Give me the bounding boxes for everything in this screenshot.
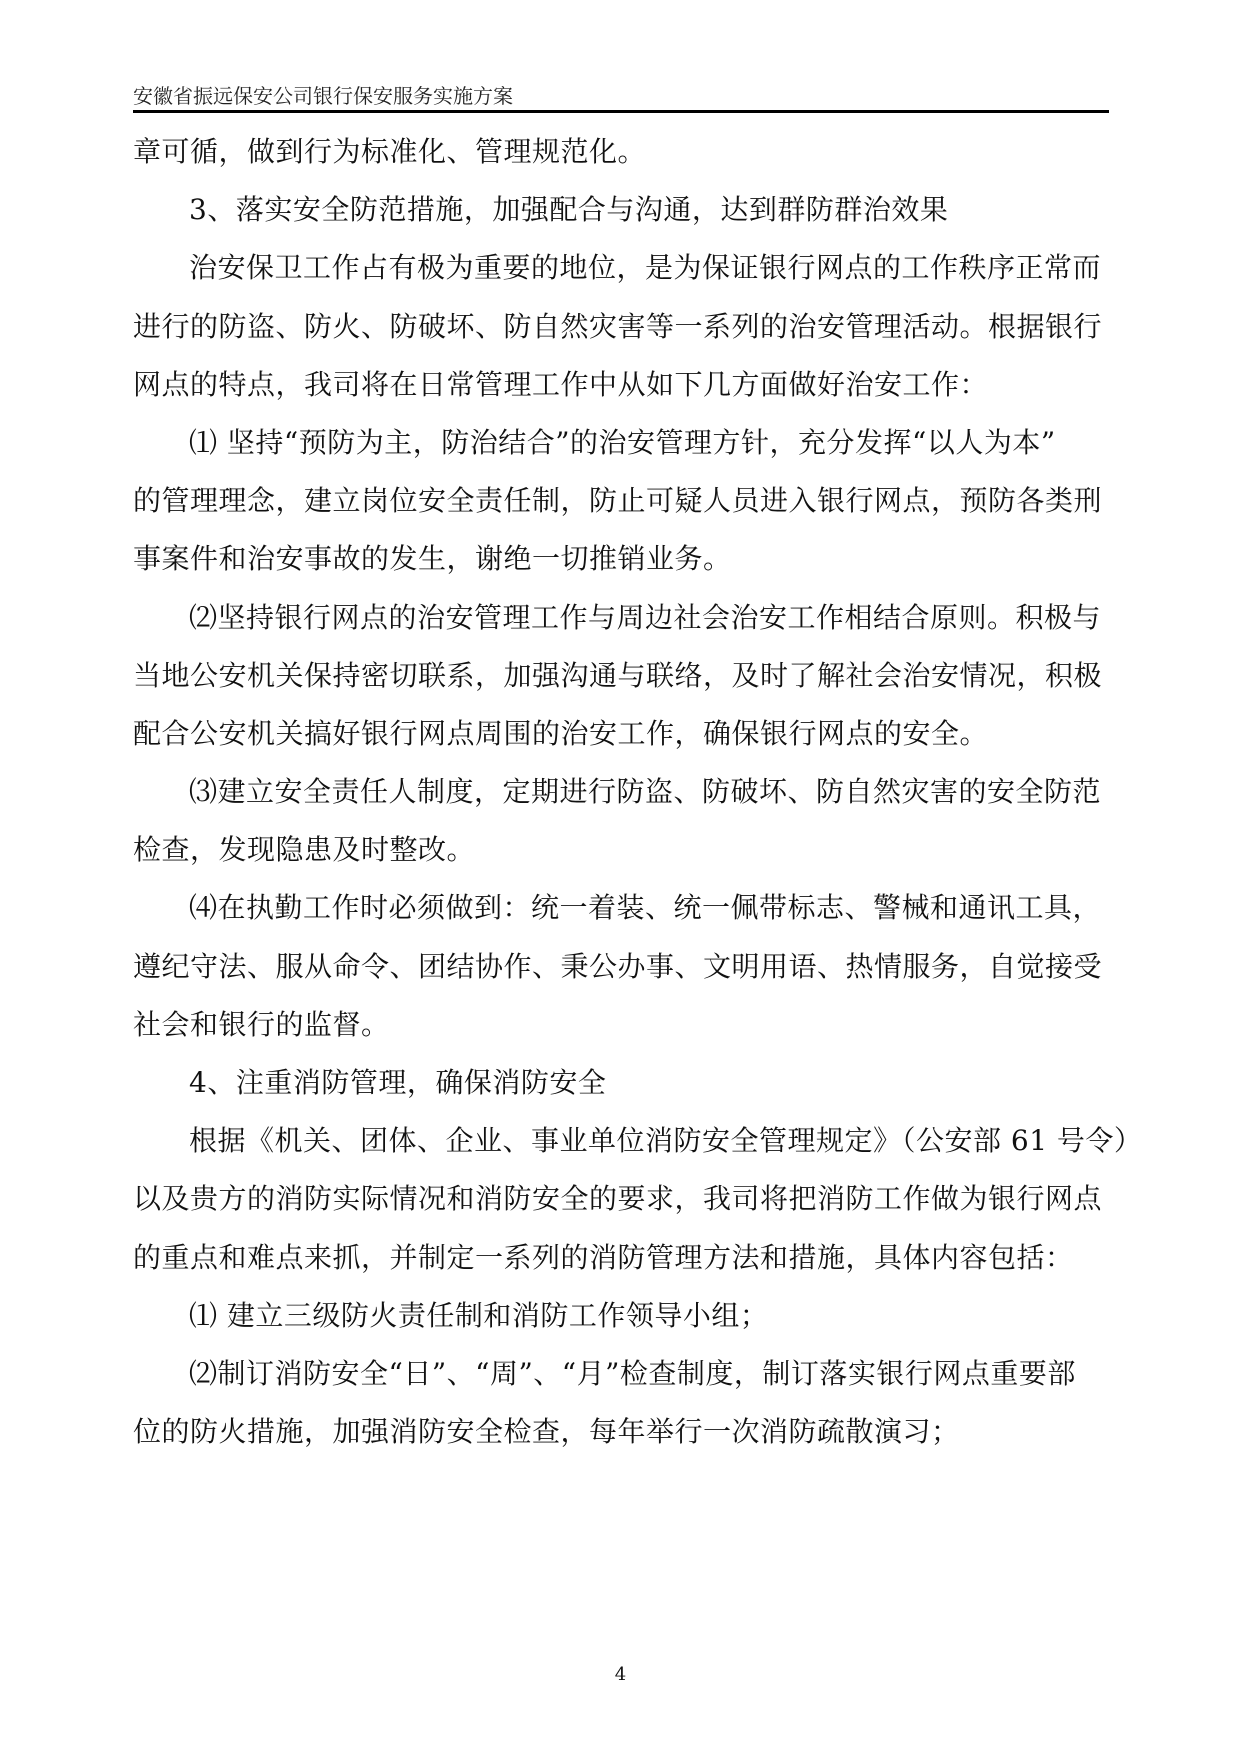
body-line: 章可循，做到行为标准化、管理规范化。 [133,135,647,168]
body-line: 的管理理念，建立岗位安全责任制，防止可疑人员进入银行网点，预防各类刑 [133,484,1103,518]
body-line: 社会和银行的监督。 [133,1007,390,1041]
body-line: 当地公安机关保持密切联系，加强沟通与联络，及时了解社会治安情况，积极 [133,658,1103,692]
document-header-title: 安徽省振远保安公司银行保安服务实施方案 [133,84,513,108]
list-item-3: ⑶建立安全责任人制度，定期进行防盗、防破坏、防自然灾害的安全防范 [189,775,1102,809]
body-line: 的重点和难点来抓，并制定一系列的消防管理方法和措施，具体内容包括： [133,1240,1074,1274]
body-line: 检查，发现隐患及时整改。 [133,833,476,867]
body-line: 根据《机关、团体、企业、事业单位消防安全管理规定》（公安部 61 号令） [189,1124,1143,1158]
body-line: 网点的特点，我司将在日常管理工作中从如下几方面做好治安工作： [133,367,989,401]
body-line: 遵纪守法、服从命令、团结协作、秉公办事、文明用语、热情服务，自觉接受 [133,949,1103,983]
list-item-4: ⑷在执勤工作时必须做到：统一着装、统一佩带标志、警械和通讯工具， [189,891,1102,925]
body-line: 以及贵方的消防实际情况和消防安全的要求，我司将把消防工作做为银行网点 [133,1182,1103,1216]
body-line: 位的防火措施，加强消防安全检查，每年举行一次消防疏散演习； [133,1415,960,1449]
section-heading-3: 3、落实安全防范措施，加强配合与沟通，达到群防群治效果 [189,193,949,227]
section-heading-4: 4、注重消防管理，确保消防安全 [189,1066,607,1099]
list-item-1: ⑴ 建立三级防火责任制和消防工作领导小组； [189,1298,769,1332]
document-body [133,123,1143,1461]
list-item-2: ⑵制订消防安全“日”、“周”、“月”检查制度，制订落实银行网点重要部 [189,1356,1076,1390]
body-line: 事案件和治安事故的发生，谢绝一切推销业务。 [133,542,732,576]
list-item-1: ⑴ 坚持“预防为主，防治结合”的治安管理方针，充分发挥“以人为本” [189,425,1056,459]
page-number: 4 [614,1664,627,1685]
body-line: 配合公安机关搞好银行网点周围的治安工作，确保银行网点的安全。 [133,716,989,750]
body-line: 治安保卫工作占有极为重要的地位，是为保证银行网点的工作秩序正常而 [189,251,1102,285]
list-item-2: ⑵坚持银行网点的治安管理工作与周边社会治安工作相结合原则。积极与 [189,600,1102,634]
body-line: 进行的防盗、防火、防破坏、防自然灾害等一系列的治安管理活动。根据银行 [133,309,1103,343]
header-divider [133,110,1109,113]
